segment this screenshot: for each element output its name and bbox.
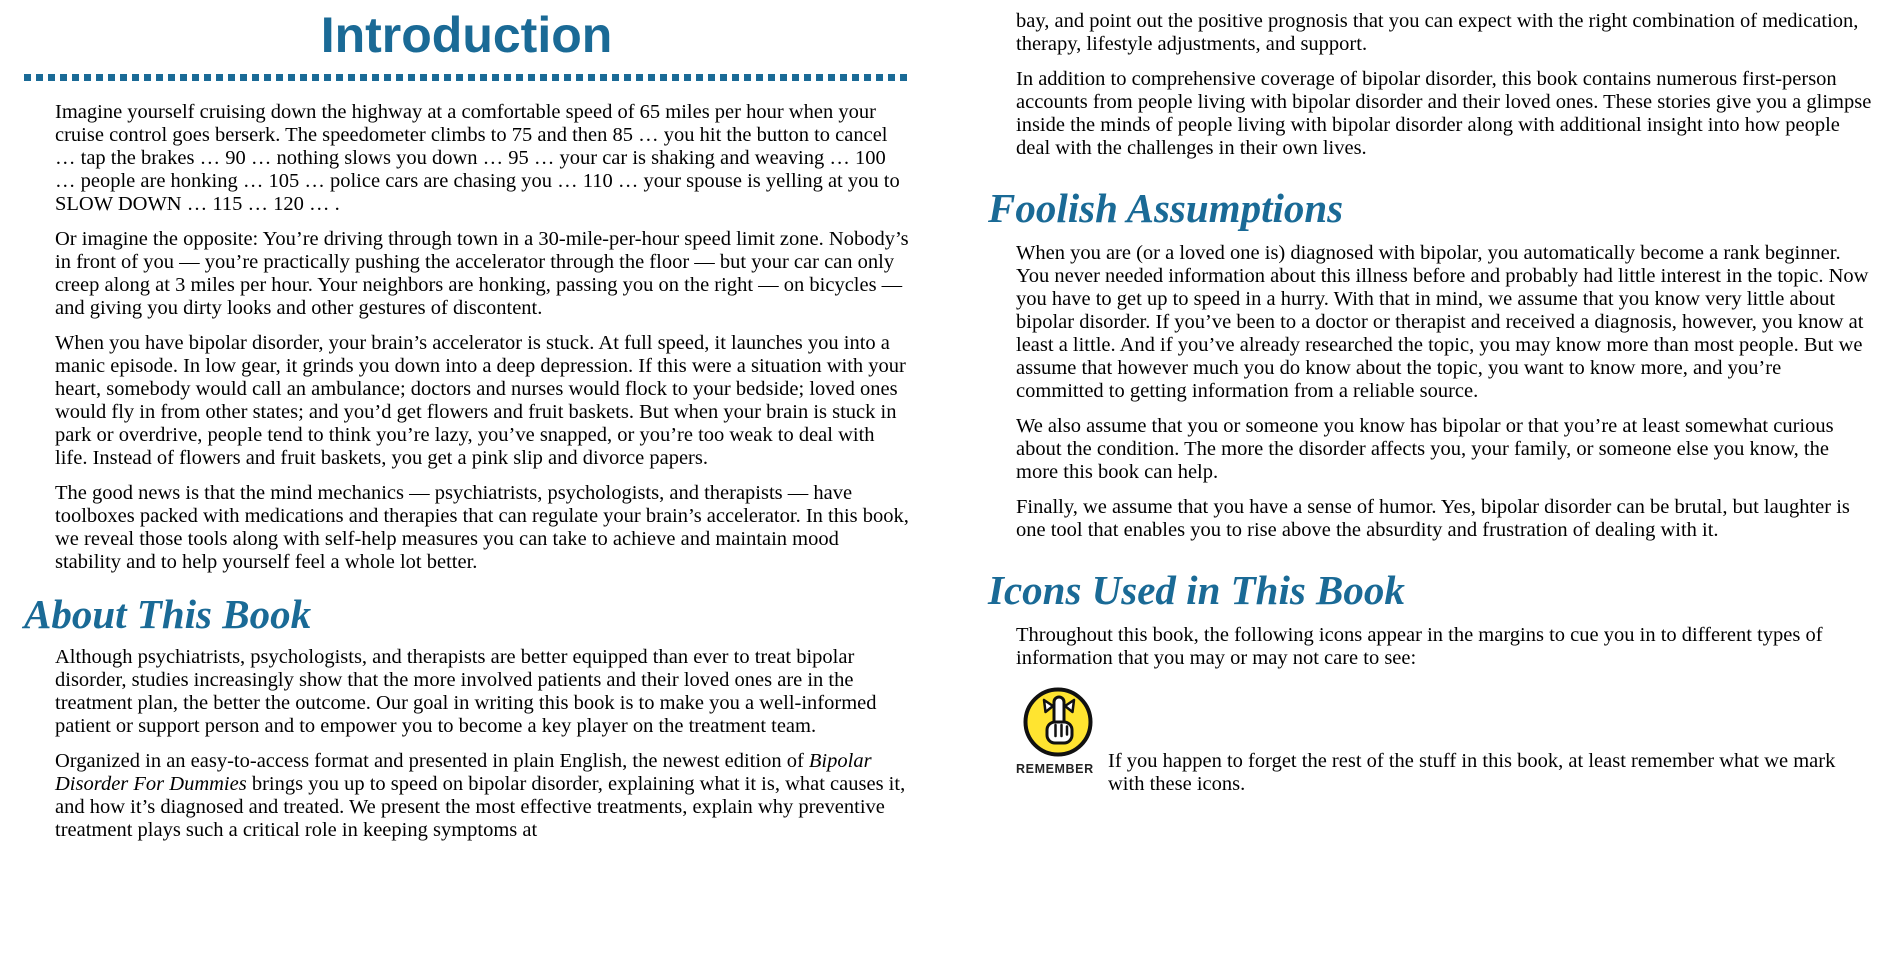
right-column xyxy=(988,0,1873,970)
paragraph-imagine: Imagine yourself cruising down the highway at a comfortable speed of 65 miles per hour when your cruise control goes berserk. The speedometer climbs to 75 and then 85 … you hit the button to cancel … tap the brakes … 90 … nothing slows you down … 95 … your car is shaking and weaving … 100 … people are honking … 105 … police cars are chasing you … 110 … your spouse is yelling at you to SLOW DOWN … 115 … 120 … . xyxy=(55,101,900,215)
remember-text: If you happen to forget the rest of the stuff in this book, at least remember what we mark with these icons. xyxy=(1108,750,1836,795)
paragraph-good-news: The good news is that the mind mechanics — psychiatrists, psychologists, and therapists — have toolboxes packed with medications and therapies that can regulate your brain’s accelerator. In this book, we reveal those tools along with self-help measures you can take to achieve and maintain mood stability and to help yourself feel a whole lot better. xyxy=(55,482,909,573)
section-heading-foolish-assumptions: Foolish Assumptions xyxy=(988,185,1344,231)
paragraph-organized xyxy=(55,750,909,842)
left-column xyxy=(24,0,909,970)
paragraph-throughout: Throughout this book, the following icons appear in the margins to cue you in to different types of information that you may or may not care to see: xyxy=(1016,624,1823,669)
remember-label: REMEMBER xyxy=(1016,762,1094,776)
section-heading-icons-used: Icons Used in This Book xyxy=(988,567,1405,613)
remember-icon-block xyxy=(1016,686,1102,776)
paragraph-opposite: Or imagine the opposite: You’re driving through town in a 30-mile-per-hour speed limit zone. Nobody’s in front of you — you’re practically pushing the accelerator through the floor — but your car can only creep along at 3 miles per hour. Your neighbors are honking, passing you on the right — on bicycles — and giving you dirty looks and other gestures of discontent. xyxy=(55,228,909,319)
dotted-divider xyxy=(24,74,909,81)
paragraph-we-also-assume: We also assume that you or someone you know has bipolar or that you’re at least somewhat curious about the condition. The more the disorder affects you, your family, or someone else you know, the more this book can help. xyxy=(1016,415,1834,483)
section-heading-about-this-book: About This Book xyxy=(24,591,312,637)
paragraph-finally: Finally, we assume that you have a sense of humor. Yes, bipolar disorder can be brutal, but laughter is one tool that enables you to rise above the absurdity and frustration of dealing with it. xyxy=(1016,496,1850,541)
paragraph-although: Although psychiatrists, psychologists, and therapists are better equipped than ever to treat bipolar disorder, studies increasingly show that the more involved patients and their loved ones are in the treatment plan, the better the outcome. Our goal in writing this book is to make you a well-informed patient or support person and to empower you to become a key player on the treatment team. xyxy=(55,646,877,737)
chapter-title: Introduction xyxy=(320,7,613,63)
paragraph-organized-after: brings you up to speed on bipolar disorder, explaining what it is, what causes it, and how it’s diagnosed and treated. We present the most effective treatments, explain why preventive treatment plays such a critical role in keeping symptoms at xyxy=(55,773,906,841)
book-title-italic: Bipolar Disorder For Dummies xyxy=(55,750,872,795)
paragraph-bay: bay, and point out the positive prognosis that you can expect with the right combination of medication, therapy, lifestyle adjustments, and support. xyxy=(1016,10,1859,55)
paragraph-organized-before: Organized in an easy-to-access format and presented in plain English, the newest edition of xyxy=(55,750,809,772)
paragraph-when-you-are: When you are (or a loved one is) diagnosed with bipolar, you automatically become a rank beginner. You never needed information about this illness before and probably had little interest in the topic. Now you have to get up to speed in a hurry. With that in mind, we assume that you know very little about bipolar disorder. If you’ve been to a doctor or therapist and received a diagnosis, however, you know at least a little. And if you’ve already researched the topic, you may know more than most people. But we assume that however much you do know about the topic, you want to know more, and you’re committed to getting information from a reliable source. xyxy=(1016,242,1869,402)
paragraph-accelerator: When you have bipolar disorder, your brain’s accelerator is stuck. At full speed, it launches you into a manic episode. In low gear, it grinds you down into a deep depression. If this were a situation with your heart, somebody would call an ambulance; doctors and nurses would flock to your bedside; loved ones would fly in from other states; and you’d get flowers and fruit baskets. But when your brain is stuck in park or overdrive, people tend to think you’re lazy, you’ve snapped, or you’re too weak to deal with life. Instead of flowers and fruit baskets, you get a pink slip and divorce papers. xyxy=(55,332,906,469)
remember-hand-icon xyxy=(1022,686,1094,758)
paragraph-in-addition: In addition to comprehensive coverage of bipolar disorder, this book contains numerous first-person accounts from people living with bipolar disorder and their loved ones. These stories give you a glimpse inside the minds of people living with bipolar disorder along with additional insight into how people deal with the challenges in their own lives. xyxy=(1016,68,1872,159)
remember-icon-row xyxy=(1016,686,1873,796)
